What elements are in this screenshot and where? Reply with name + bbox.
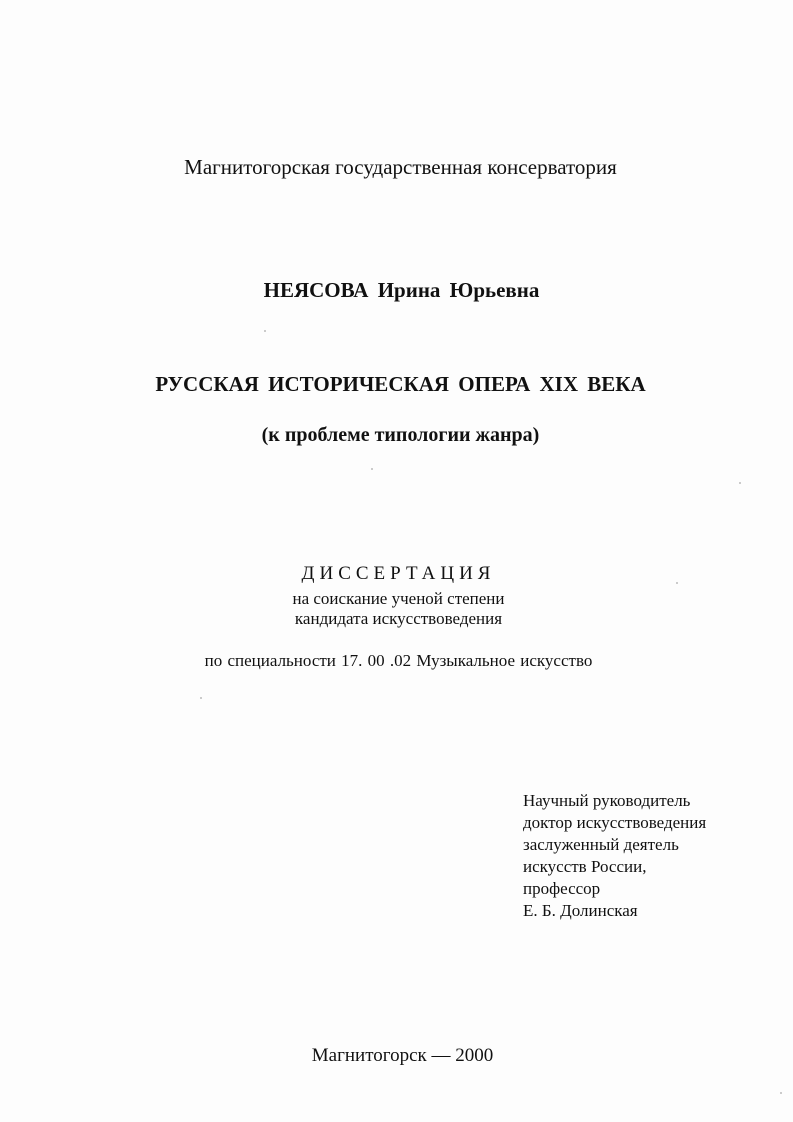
scan-speck (739, 482, 741, 484)
supervisor-line: Научный руководитель (523, 791, 691, 810)
supervisor-line: Е. Б. Долинская (523, 901, 638, 920)
scan-speck (371, 468, 373, 470)
scan-speck (264, 330, 266, 332)
supervisor-line: доктор искусствоведения (523, 813, 707, 832)
scan-speck (676, 582, 678, 584)
scan-speck (780, 1092, 782, 1094)
supervisor-line: искусств России, (523, 857, 647, 876)
city-year-footer: Магнитогорск — 2000 (311, 1045, 494, 1066)
supervisor-block (523, 790, 706, 922)
scan-speck (200, 697, 202, 699)
degree-line-2: кандидата искусствоведения (294, 609, 503, 628)
supervisor-line: профессор (523, 879, 601, 898)
document-type: ДИССЕРТАЦИЯ (301, 563, 496, 584)
institution-name: Магнитогорская государственная консерватория (184, 155, 617, 179)
degree-line-1: на соискание ученой степени (292, 589, 505, 608)
specialty-line: по специальности 17. 00 .02 Музыкальное искусство (204, 651, 593, 670)
dissertation-subtitle: (к проблеме типологии жанра) (261, 424, 540, 446)
supervisor-line: заслуженный деятель (523, 835, 679, 854)
dissertation-title: РУССКАЯ ИСТОРИЧЕСКАЯ ОПЕРА XIX ВЕКА (155, 372, 646, 396)
author-name: НЕЯСОВА Ирина Юрьевна (263, 278, 540, 302)
